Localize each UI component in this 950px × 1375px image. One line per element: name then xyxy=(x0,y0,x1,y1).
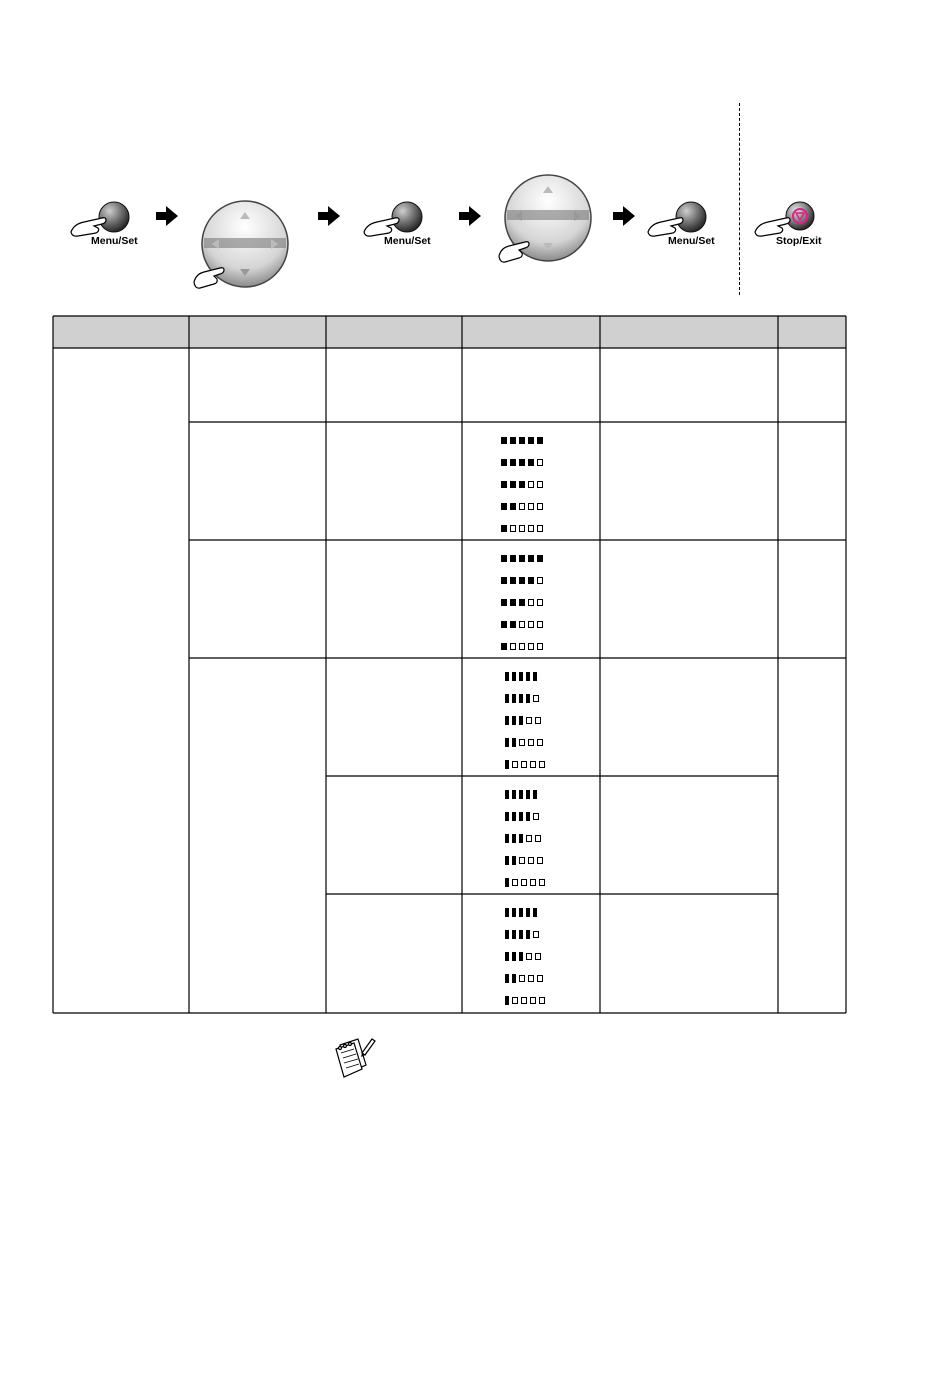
filled-square xyxy=(526,672,530,681)
filled-square xyxy=(533,790,537,799)
filled-square xyxy=(512,834,516,843)
filled-square xyxy=(519,694,523,703)
level-row-5 xyxy=(501,547,559,569)
empty-square xyxy=(512,879,518,886)
filled-square xyxy=(501,481,507,488)
menu-set-label-1: Menu/Set xyxy=(91,235,138,247)
empty-square xyxy=(510,525,516,532)
filled-square xyxy=(510,437,516,444)
empty-square xyxy=(512,997,518,1004)
level-row-3 xyxy=(501,473,559,495)
filled-square xyxy=(505,878,509,887)
empty-square xyxy=(526,717,532,724)
level-scale-4 xyxy=(505,783,563,893)
menu-set-label-2: Menu/Set xyxy=(384,235,431,247)
filled-square xyxy=(510,599,516,606)
filled-square xyxy=(512,738,516,747)
empty-square xyxy=(537,525,543,532)
empty-square xyxy=(539,997,545,1004)
filled-square xyxy=(505,738,509,747)
level-row-1 xyxy=(505,871,563,893)
filled-square xyxy=(510,503,516,510)
empty-square xyxy=(528,739,534,746)
level-row-4 xyxy=(505,805,563,827)
filled-square xyxy=(537,555,543,562)
empty-square xyxy=(537,643,543,650)
empty-square xyxy=(537,739,543,746)
filled-square xyxy=(519,459,525,466)
menu-set-label-3: Menu/Set xyxy=(668,235,715,247)
empty-square xyxy=(535,953,541,960)
filled-square xyxy=(526,812,530,821)
filled-square xyxy=(512,952,516,961)
filled-square xyxy=(510,481,516,488)
filled-square xyxy=(501,555,507,562)
filled-square xyxy=(528,437,534,444)
filled-square xyxy=(533,672,537,681)
filled-square xyxy=(505,790,509,799)
empty-square xyxy=(533,813,539,820)
filled-square xyxy=(512,856,516,865)
empty-square xyxy=(533,931,539,938)
filled-square xyxy=(512,812,516,821)
empty-square xyxy=(528,481,534,488)
empty-square xyxy=(537,857,543,864)
empty-square xyxy=(533,695,539,702)
filled-square xyxy=(505,856,509,865)
filled-square xyxy=(519,930,523,939)
right-arrow-icon xyxy=(156,206,178,226)
empty-square xyxy=(530,879,536,886)
filled-square xyxy=(512,672,516,681)
filled-square xyxy=(512,790,516,799)
filled-square xyxy=(501,577,507,584)
empty-square xyxy=(535,717,541,724)
right-arrow-icon xyxy=(613,206,635,226)
empty-square xyxy=(537,503,543,510)
right-arrow-icon xyxy=(318,206,340,226)
empty-square xyxy=(528,503,534,510)
filled-square xyxy=(526,930,530,939)
filled-square xyxy=(501,621,507,628)
filled-square xyxy=(505,952,509,961)
filled-square xyxy=(533,908,537,917)
empty-square xyxy=(535,835,541,842)
empty-square xyxy=(526,953,532,960)
empty-square xyxy=(519,857,525,864)
level-row-3 xyxy=(501,591,559,613)
level-row-1 xyxy=(501,517,559,539)
filled-square xyxy=(519,716,523,725)
filled-square xyxy=(512,974,516,983)
separator-dashed xyxy=(739,103,740,295)
filled-square xyxy=(501,599,507,606)
filled-square xyxy=(505,908,509,917)
empty-square xyxy=(537,621,543,628)
empty-square xyxy=(537,975,543,982)
filled-square xyxy=(512,716,516,725)
filled-square xyxy=(510,459,516,466)
filled-square xyxy=(501,437,507,444)
navigation-pad-updown[interactable] xyxy=(190,198,294,292)
level-row-4 xyxy=(501,451,559,473)
filled-square xyxy=(505,716,509,725)
filled-square xyxy=(519,437,525,444)
empty-square xyxy=(512,761,518,768)
filled-square xyxy=(519,599,525,606)
empty-square xyxy=(528,643,534,650)
filled-square xyxy=(505,834,509,843)
filled-square xyxy=(510,577,516,584)
table-header-row xyxy=(53,316,846,348)
level-row-5 xyxy=(505,901,563,923)
filled-square xyxy=(505,672,509,681)
level-row-3 xyxy=(505,827,563,849)
empty-square xyxy=(519,975,525,982)
level-row-1 xyxy=(505,989,563,1011)
level-scale-5 xyxy=(505,901,563,1011)
filled-square xyxy=(512,694,516,703)
level-row-5 xyxy=(505,665,563,687)
filled-square xyxy=(526,694,530,703)
empty-square xyxy=(528,975,534,982)
filled-square xyxy=(519,812,523,821)
empty-square xyxy=(521,761,527,768)
filled-square xyxy=(526,908,530,917)
filled-square xyxy=(519,790,523,799)
filled-square xyxy=(505,812,509,821)
level-row-3 xyxy=(505,709,563,731)
empty-square xyxy=(530,761,536,768)
level-row-3 xyxy=(505,945,563,967)
filled-square xyxy=(519,555,525,562)
filled-square xyxy=(537,437,543,444)
level-row-1 xyxy=(501,635,559,657)
filled-square xyxy=(505,974,509,983)
empty-square xyxy=(528,525,534,532)
filled-square xyxy=(528,459,534,466)
filled-square xyxy=(510,555,516,562)
empty-square xyxy=(526,835,532,842)
filled-square xyxy=(519,908,523,917)
filled-square xyxy=(519,481,525,488)
filled-square xyxy=(505,930,509,939)
empty-square xyxy=(537,599,543,606)
empty-square xyxy=(528,599,534,606)
filled-square xyxy=(505,694,509,703)
filled-square xyxy=(528,577,534,584)
empty-square xyxy=(539,879,545,886)
filled-square xyxy=(519,834,523,843)
empty-square xyxy=(537,459,543,466)
filled-square xyxy=(526,790,530,799)
level-scale-1 xyxy=(501,429,559,539)
filled-square xyxy=(501,503,507,510)
empty-square xyxy=(519,739,525,746)
level-row-2 xyxy=(501,613,559,635)
empty-square xyxy=(519,621,525,628)
navigation-pad-leftright[interactable] xyxy=(495,172,599,266)
level-row-5 xyxy=(501,429,559,451)
filled-square xyxy=(510,621,516,628)
empty-square xyxy=(519,503,525,510)
empty-square xyxy=(528,621,534,628)
filled-square xyxy=(505,760,509,769)
level-row-2 xyxy=(505,731,563,753)
empty-square xyxy=(539,761,545,768)
level-row-4 xyxy=(501,569,559,591)
level-row-2 xyxy=(501,495,559,517)
filled-square xyxy=(528,555,534,562)
empty-square xyxy=(521,879,527,886)
right-arrow-icon xyxy=(459,206,481,226)
empty-square xyxy=(510,643,516,650)
level-row-2 xyxy=(505,967,563,989)
level-row-4 xyxy=(505,923,563,945)
empty-square xyxy=(519,525,525,532)
filled-square xyxy=(501,643,507,650)
filled-square xyxy=(519,672,523,681)
empty-square xyxy=(537,577,543,584)
filled-square xyxy=(512,930,516,939)
empty-square xyxy=(521,997,527,1004)
empty-square xyxy=(530,997,536,1004)
control-flow xyxy=(0,0,950,300)
stop-exit-label: Stop/Exit xyxy=(776,235,822,247)
filled-square xyxy=(512,908,516,917)
filled-square xyxy=(501,459,507,466)
level-row-1 xyxy=(505,753,563,775)
level-scale-3 xyxy=(505,665,563,775)
level-row-2 xyxy=(505,849,563,871)
level-scale-2 xyxy=(501,547,559,657)
empty-square xyxy=(519,643,525,650)
notepad-pencil-icon xyxy=(332,1035,376,1079)
filled-square xyxy=(505,996,509,1005)
level-row-4 xyxy=(505,687,563,709)
filled-square xyxy=(501,525,507,532)
filled-square xyxy=(519,577,525,584)
empty-square xyxy=(528,857,534,864)
filled-square xyxy=(519,952,523,961)
level-row-5 xyxy=(505,783,563,805)
empty-square xyxy=(537,481,543,488)
